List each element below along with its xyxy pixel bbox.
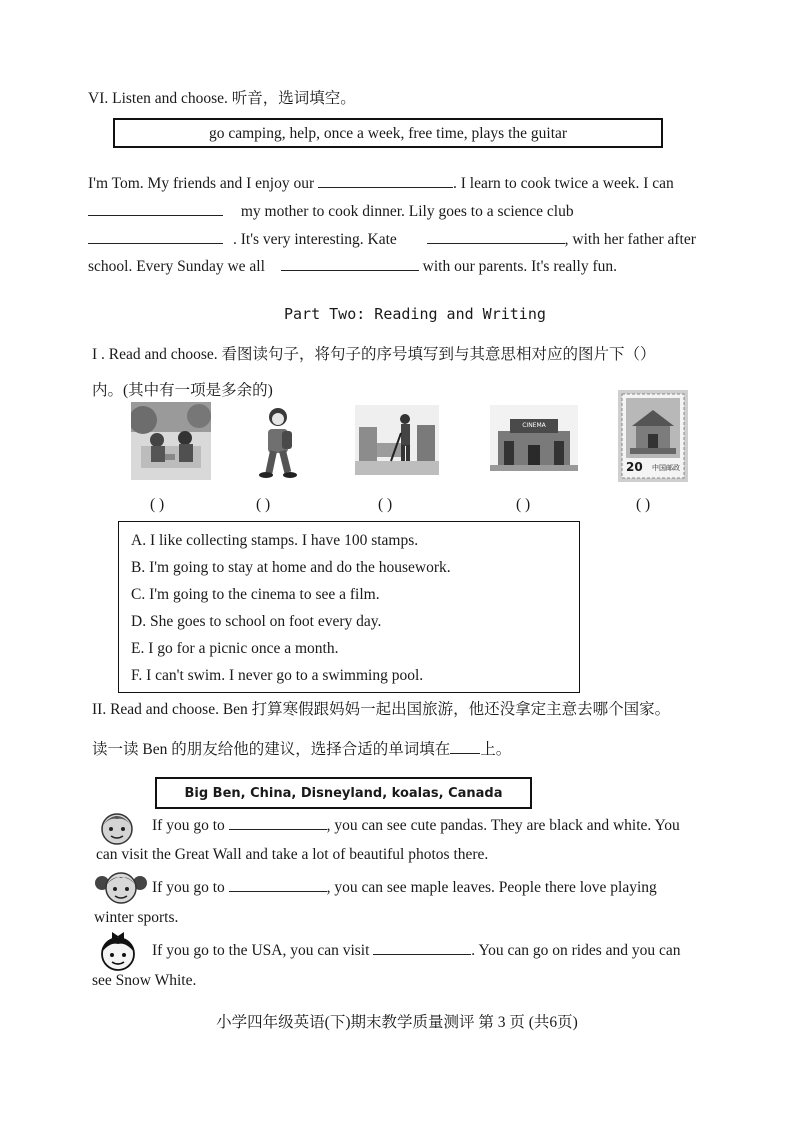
para-text: my mother to cook dinner. Lily goes to a science club (240, 203, 574, 220)
walking-girl-picture (252, 405, 300, 481)
answer-blank[interactable] (281, 256, 419, 271)
q2-instruction: II. Read and choose. Ben 打算寒假跟妈妈一起出国旅游，他还没拿定主意去哪个国家。 (92, 701, 671, 718)
picnic-picture (131, 402, 211, 480)
answer-paren-4[interactable]: ( ) (516, 496, 531, 513)
stamp-value: 20 (626, 460, 643, 474)
suggestion-text: If you go to (152, 817, 225, 834)
answer-blank[interactable] (88, 229, 223, 244)
para-line-2 (88, 201, 574, 221)
word-bank-box-2: Big Ben, China, Disneyland, koalas, Canada (155, 777, 532, 809)
cinema-sign: CINEMA (522, 422, 546, 429)
boy-avatar-icon (98, 807, 136, 847)
option-e: E. I go for a picnic once a month. (131, 640, 339, 657)
page-footer: 小学四年级英语(下)期末教学质量测评 第 3 页 (共6页) (216, 1014, 578, 1031)
q2-instruction-2 (92, 737, 511, 759)
para-text: school. Every Sunday we all (88, 258, 265, 275)
housework-picture (355, 405, 439, 475)
part-two-title: Part Two: Reading and Writing (284, 305, 546, 323)
answer-blank[interactable] (229, 877, 327, 892)
option-b: B. I'm going to stay at home and do the housework. (131, 559, 451, 576)
answer-blank[interactable] (427, 229, 565, 244)
q2-text: 上。 (480, 741, 512, 758)
suggestion-2-line-1 (152, 877, 657, 897)
para-text: . I learn to cook twice a week. I can (453, 175, 674, 192)
stamp-picture (618, 390, 688, 482)
example-blank (450, 739, 480, 754)
suggestion-1-line-1 (152, 815, 680, 835)
suggestion-text: If you go to (152, 879, 225, 896)
suggestion-text: , you can see maple leaves. People there love playing (326, 879, 657, 896)
option-c: C. I'm going to the cinema to see a film. (131, 586, 380, 603)
para-line-4 (88, 256, 617, 276)
cinema-picture (490, 405, 578, 471)
q1-instruction: I . Read and choose. 看图读句子，将句子的序号填写到与其意思相对应的图片下（） (92, 346, 656, 363)
option-a: A. I like collecting stamps. I have 100 stamps. (131, 532, 419, 549)
answer-paren-2[interactable]: ( ) (256, 496, 271, 513)
suggestion-3-line-1 (152, 940, 681, 960)
answer-blank[interactable] (373, 940, 471, 955)
suggestion-text: , you can see cute pandas. They are black and white. You (326, 817, 680, 834)
answer-paren-1[interactable]: ( ) (150, 496, 165, 513)
suggestion-text: If you go to the USA, you can visit (152, 942, 370, 959)
suggestion-2-line-2: winter sports. (94, 909, 179, 926)
suggestion-text: . You can go on rides and you can (471, 942, 681, 959)
answer-paren-3[interactable]: ( ) (378, 496, 393, 513)
para-text: . It's very interesting. Kate (233, 231, 397, 248)
para-text: with our parents. It's really fun. (422, 258, 618, 275)
section-6-title: VI. Listen and choose. 听音，选词填空。 (88, 90, 356, 107)
option-f: F. I can't swim. I never go to a swimming pool. (131, 667, 424, 684)
para-line-3 (88, 229, 696, 249)
para-line-1 (88, 173, 674, 193)
para-text: I'm Tom. My friends and I enjoy our (88, 175, 315, 192)
stamp-country: 中国邮政 (652, 464, 680, 472)
answer-paren-5[interactable]: ( ) (636, 496, 651, 513)
girl-bow-avatar-icon (96, 928, 140, 972)
para-text: , with her father after (564, 231, 696, 248)
girl-avatar-icon (94, 867, 148, 907)
option-d: D. She goes to school on foot every day. (131, 613, 382, 630)
q2-text: 读一读 Ben 的朋友给他的建议，选择合适的单词填在 (92, 741, 451, 758)
answer-blank[interactable] (229, 815, 327, 830)
answer-blank[interactable] (88, 201, 223, 216)
word-bank-box: go camping, help, once a week, free time, plays the guitar (113, 118, 663, 148)
answer-blank[interactable] (318, 173, 453, 188)
suggestion-1-line-2: can visit the Great Wall and take a lot of beautiful photos there. (96, 846, 489, 863)
q1-instruction-2: 内。(其中有一项是多余的) (92, 382, 273, 399)
suggestion-3-line-2: see Snow White. (92, 972, 197, 989)
options-box (118, 521, 580, 693)
